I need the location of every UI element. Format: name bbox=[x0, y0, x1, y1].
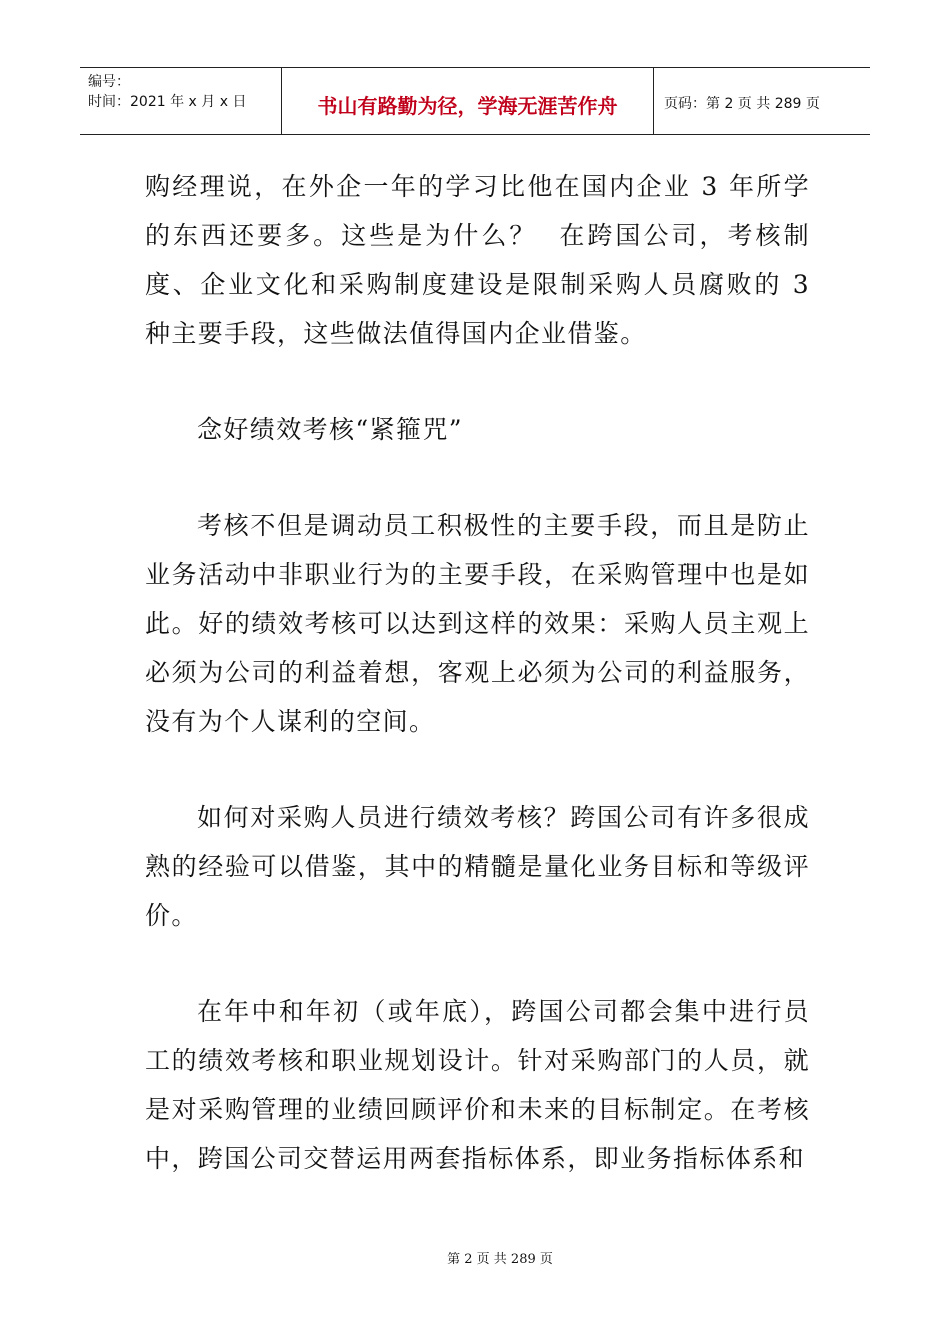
paragraph: 如何对采购人员进行绩效考核？跨国公司有许多很成熟的经验可以借鉴，其中的精髓是量化业务目标和等级评价。 bbox=[145, 803, 810, 930]
page-footer: 第 2 页 共 289 页 bbox=[447, 1252, 553, 1267]
header-motto: 书山有路勤为径，学海无涯苦作舟 bbox=[282, 68, 654, 134]
header-meta bbox=[80, 68, 282, 134]
paragraph: 在年中和年初（或年底），跨国公司都会集中进行员工的绩效考核和职业规划设计。针对采购部门的人员，就是对采购管理的业绩回顾评价和未来的目标制定。在考核中，跨国公司交替运用两套指标体系，即业务指标体系和 bbox=[145, 997, 810, 1173]
document-number-label: 编号： bbox=[88, 74, 130, 90]
paragraph-continued: 购经理说，在外企一年的学习比他在国内企业 3 年所学的东西还要多。这些是为什么？ 在跨国公司，考核制度、企业文化和采购制度建设是限制采购人员腐败的 3 种主要手段，这些做法值得国内企业借鉴。 bbox=[145, 172, 820, 348]
document-body bbox=[145, 162, 820, 1183]
document-date-label: 时间：2021 年 x 月 x 日 bbox=[88, 94, 247, 110]
section-heading: 念好绩效考核“紧箍咒” bbox=[197, 415, 463, 444]
header-page-number: 页码：第 2 页 共 289 页 bbox=[664, 96, 820, 112]
paragraph: 考核不但是调动员工积极性的主要手段，而且是防止业务活动中非职业行为的主要手段，在采购管理中也是如此。好的绩效考核可以达到这样的效果：采购人员主观上必须为公司的利益着想，客观上必须为公司的利益服务，没有为个人谋利的空间。 bbox=[145, 511, 810, 736]
document-header bbox=[80, 67, 870, 135]
